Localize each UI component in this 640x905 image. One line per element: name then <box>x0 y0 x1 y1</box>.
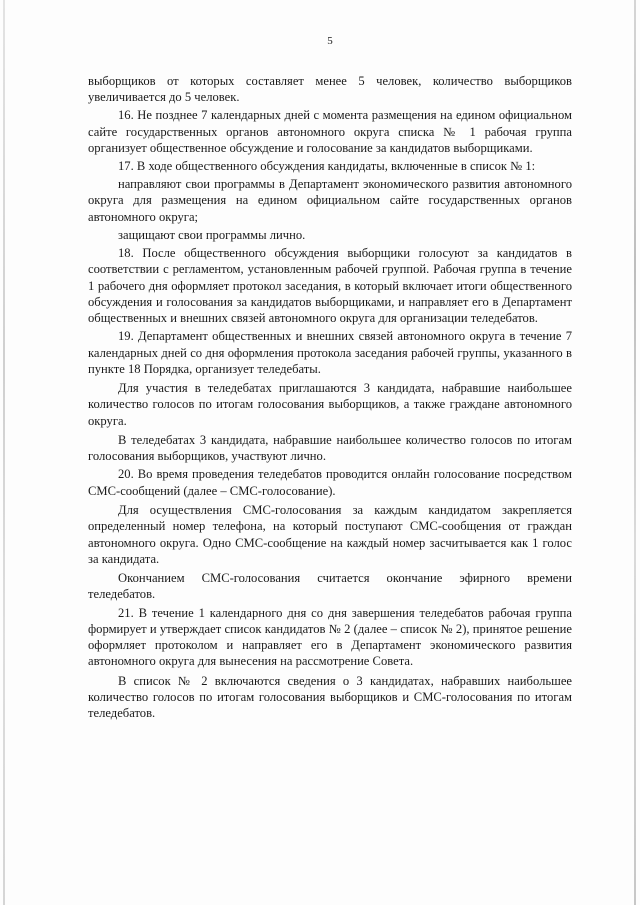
paragraph-5: защищают свои программы лично. <box>118 227 306 242</box>
paragraph-14: В список № 2 включаются сведения о 3 кандидатах, набравших наибольшее количество голосов по итогам голосования выборщиков и СМС-голосования по итогам теледебатов. <box>88 673 572 721</box>
paragraph-10: 20. Во время проведения теледебатов проводится онлайн голосование посредством СМС-сообщений (далее – СМС-голосование). <box>88 467 572 498</box>
document-body <box>88 73 572 723</box>
paragraph-4: направляют свои программы в Департамент экономического развития автономного округа для размещения на едином официальном сайте государственных органов автономного округа; <box>88 177 572 224</box>
paragraph-11: Для осуществления СМС-голосования за каждым кандидатом закрепляется определенный номер телефона, на который поступают СМС-сообщения от граждан автономного округа. Одно СМС-сообщение на каждый номер засчитывается как 1 голос за кандидата. <box>88 503 572 566</box>
paragraph-12: Окончанием СМС-голосования считается окончание эфирного времени теледебатов. <box>88 571 572 602</box>
paragraph-2: 16. Не позднее 7 календарных дней с момента размещения на едином официальном сайте государственных органов автономного округа списка № 1 рабочая группа организует общественное обсуждение и голосование за кандидатов выборщиками. <box>88 108 572 155</box>
paragraph-3: 17. В ходе общественного обсуждения кандидаты, включенные в список № 1: <box>118 159 536 174</box>
paragraph-13: 21. В течение 1 календарного дня со дня завершения теледебатов рабочая группа формирует и утверждает список кандидатов № 2 (далее – список № 2), принятое решение оформляет протоколом и направляет его в Департамент экономического развития автономного округа для вынесения на рассмотрение Совета. <box>88 605 572 669</box>
paragraph-7: 19. Департамент общественных и внешних связей автономного округа в течение 7 календарных дней со дня оформления протокола заседания рабочей группы, указанного в пункте 18 Порядка, организует теледебаты. <box>88 329 572 376</box>
paragraph-8: Для участия в теледебатах приглашаются 3 кандидата, набравшие наибольшее количество голосов по итогам голосования выборщиков, а также граждане автономного округа. <box>88 381 572 428</box>
paragraph-6: 18. После общественного обсуждения выборщики голосуют за кандидатов в соответствии с регламентом, установленным рабочей группой. Рабочая группа в течение 1 рабочего дня оформляет протокол заседания, в который включает итоги общественного обсуждения и голосования за кандидатов выборщиками, и направляет его в Департамент общественных и внешних связей автономного округа для организации теледебатов. <box>88 245 572 326</box>
page-number: 5 <box>327 35 333 47</box>
scan-left-edge <box>3 0 5 905</box>
paragraph-1: выборщиков от которых составляет менее 5 человек, количество выборщиков увеличивается до 5 человек. <box>88 74 572 105</box>
paragraph-9: В теледебатах 3 кандидата, набравшие наибольшее количество голосов по итогам голосования выборщиков, участвуют лично. <box>88 433 572 464</box>
scan-right-edge <box>634 0 636 905</box>
